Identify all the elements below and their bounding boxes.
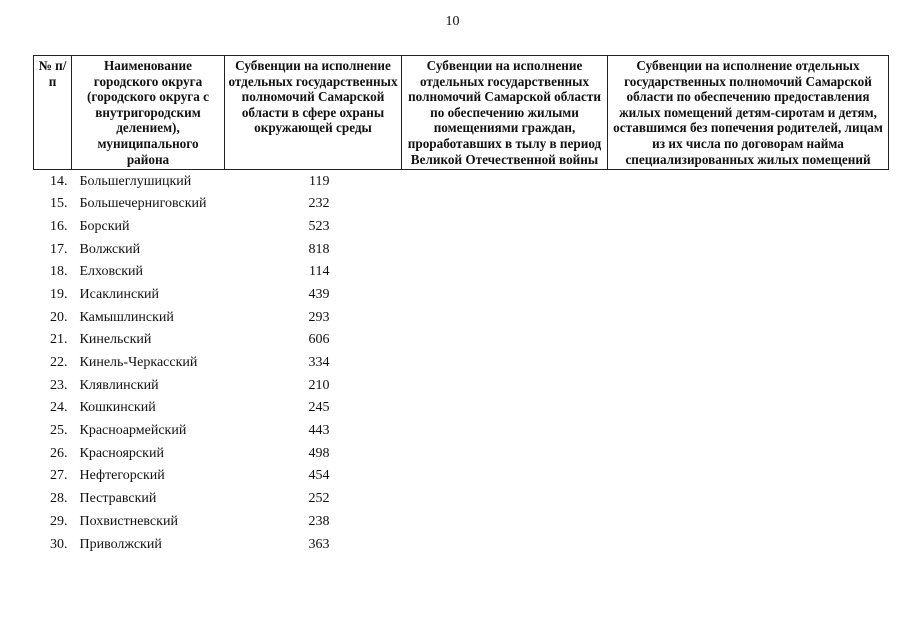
orphans-housing-subsidy-cell [608,284,889,307]
table-row [34,510,889,533]
table-row [34,465,889,488]
row-number-cell: 23. [50,377,68,393]
table-row [34,442,889,465]
environment-subsidy-cell: 238 [308,513,330,529]
environment-subsidy-cell: 334 [308,355,330,370]
municipality-name-cell: Исаклинский [79,286,159,302]
table-row [34,170,889,193]
row-number-cell: 14. [50,173,68,189]
orphans-housing-subsidy-cell [608,465,889,488]
row-number-cell: 20. [50,309,68,325]
home-front-housing-subsidy-cell [402,465,608,488]
table-row [34,533,889,556]
orphans-housing-subsidy-cell [608,397,889,420]
orphans-housing-subsidy-cell [608,193,889,216]
row-number-cell: 28. [50,491,68,507]
orphans-housing-subsidy-cell [608,216,889,239]
home-front-housing-subsidy-cell [402,329,608,352]
page-number: 10 [445,14,460,29]
row-number-cell: 25. [50,423,68,439]
row-number-cell: 16. [50,218,68,234]
table-row [34,420,889,443]
table-row [34,352,889,375]
home-front-housing-subsidy-cell [402,374,608,397]
header-home-front-housing-subsidy: Субвенции на исполнение отдельных государственных полномочий Самарской области по обеспечению жилыми помещениями граждан, проработавших в тылу в период Великой Отечественной войны [402,56,608,170]
environment-subsidy-cell: 523 [308,218,330,234]
orphans-housing-subsidy-cell [608,261,889,284]
environment-subsidy-cell: 114 [309,264,330,280]
municipality-name-cell: Пестравский [79,491,157,507]
row-number-cell: 17. [50,241,68,257]
home-front-housing-subsidy-cell [402,488,608,511]
municipality-name-cell: Волжский [79,241,141,257]
home-front-housing-subsidy-cell [402,420,608,443]
municipality-name-cell: Похвистневский [79,513,178,529]
municipality-name-cell: Нефтегорский [79,468,165,484]
environment-subsidy-cell: 210 [308,377,330,393]
table-row [34,306,889,329]
orphans-housing-subsidy-cell [608,352,889,375]
row-number-cell: 18. [50,264,68,280]
environment-subsidy-cell: 119 [309,173,330,189]
table-body [34,170,889,556]
table-row [34,238,889,261]
header-environment-subsidy: Субвенции на исполнение отдельных государственных полномочий Самарской области в сфере охраны окружающей среды [225,56,402,170]
orphans-housing-subsidy-cell [608,488,889,511]
row-number-cell: 24. [50,400,68,416]
row-number-cell: 21. [50,332,68,348]
header-row-number: № п/п [34,56,72,170]
orphans-housing-subsidy-cell [608,170,889,193]
orphans-housing-subsidy-cell [608,420,889,443]
municipality-name-cell: Приволжский [79,536,162,552]
municipality-name-cell: Елховский [79,264,144,280]
table-row [34,374,889,397]
municipality-name-cell: Кошкинский [79,400,156,416]
home-front-housing-subsidy-cell [402,533,608,556]
table-row [34,329,889,352]
home-front-housing-subsidy-cell [402,238,608,261]
home-front-housing-subsidy-cell [402,284,608,307]
municipality-name-cell: Борский [79,218,130,234]
home-front-housing-subsidy-cell [402,510,608,533]
home-front-housing-subsidy-cell [402,216,608,239]
row-number-cell: 29. [50,513,68,529]
table-row [34,488,889,511]
municipality-name-cell: Большеглушицкий [79,173,192,189]
environment-subsidy-cell: 498 [308,445,330,461]
municipality-name-cell: Камышлинский [79,309,174,325]
row-number-cell: 30. [50,536,68,552]
home-front-housing-subsidy-cell [402,170,608,193]
home-front-housing-subsidy-cell [402,397,608,420]
municipality-name-cell: Кинельский [79,332,152,348]
environment-subsidy-cell: 818 [308,241,330,257]
home-front-housing-subsidy-cell [402,193,608,216]
environment-subsidy-cell: 252 [308,491,330,507]
environment-subsidy-cell: 293 [308,309,330,325]
environment-subsidy-cell: 443 [308,423,330,439]
subsidy-table [33,55,889,556]
orphans-housing-subsidy-cell [608,329,889,352]
table-row [34,193,889,216]
environment-subsidy-cell: 454 [308,468,330,484]
orphans-housing-subsidy-cell [608,442,889,465]
row-number-cell: 27. [50,468,68,484]
municipality-name-cell: Кинель-Черкасский [79,355,198,370]
table-header-row [34,56,889,170]
municipality-name-cell: Большечерниговский [79,196,207,212]
municipality-name-cell: Красноармейский [79,423,187,439]
row-number-cell: 19. [50,286,68,302]
municipality-name-cell: Клявлинский [79,377,159,393]
table-row [34,216,889,239]
header-municipality-name: Наименование городского округа (городского округа с внутригородским делением), муниципального района [72,56,225,170]
row-number-cell: 22. [50,355,68,370]
orphans-housing-subsidy-cell [608,533,889,556]
environment-subsidy-cell: 245 [308,400,330,416]
environment-subsidy-cell: 363 [308,536,330,552]
row-number-cell: 26. [50,445,68,461]
orphans-housing-subsidy-cell [608,374,889,397]
environment-subsidy-cell: 232 [308,196,330,212]
home-front-housing-subsidy-cell [402,261,608,284]
orphans-housing-subsidy-cell [608,306,889,329]
orphans-housing-subsidy-cell [608,510,889,533]
home-front-housing-subsidy-cell [402,306,608,329]
table-row [34,397,889,420]
table-row [34,284,889,307]
row-number-cell: 15. [50,196,68,212]
header-orphans-housing-subsidy: Субвенции на исполнение отдельных государственных полномочий Самарской области по обеспечению предоставления жилых помещений детям-сиротам и детям, оставшимся без попечения родителей, лицам из их числа по договорам найма специализированных жилых помещений [608,56,889,170]
table-row [34,261,889,284]
orphans-housing-subsidy-cell [608,238,889,261]
environment-subsidy-cell: 439 [308,286,330,302]
home-front-housing-subsidy-cell [402,442,608,465]
environment-subsidy-cell: 606 [308,332,330,348]
home-front-housing-subsidy-cell [402,352,608,375]
municipality-name-cell: Красноярский [79,445,164,461]
